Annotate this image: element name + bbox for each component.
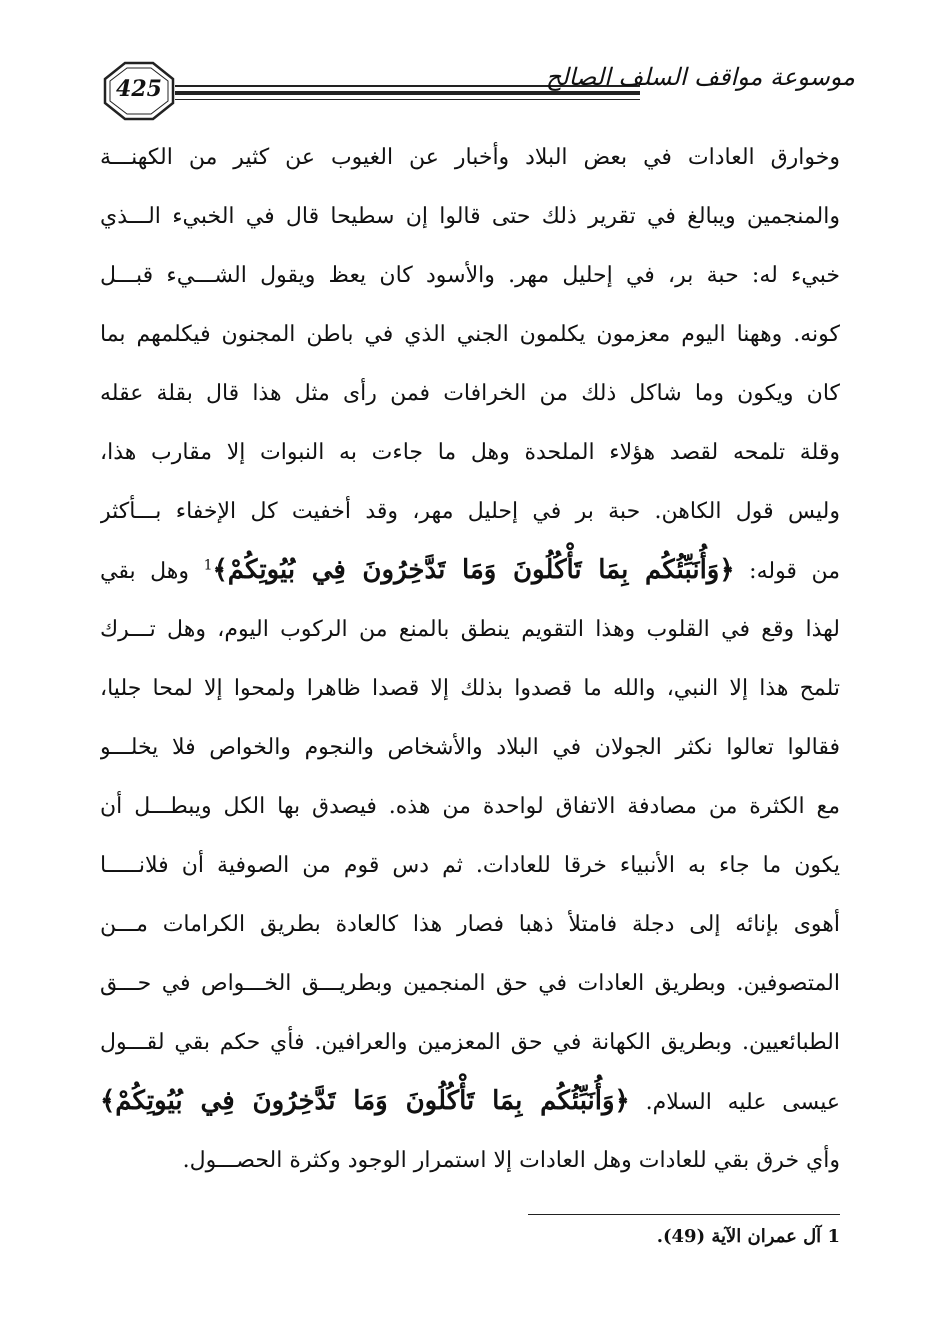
footnote-divider xyxy=(528,1214,840,1215)
text-line: الطبائعيين. وبطريق الكهانة في حق المعزمين والعرافين. فأي حكم بقي لقـــول xyxy=(100,1030,840,1055)
text-line: كان ويكون وما شاكل ذلك من الخرافات فمن رأى مثل هذا قال بقلة عقله xyxy=(100,381,840,406)
text-line: والمنجمين ويبالغ في تقرير ذلك حتى قالوا إن سطيحا قال في الخبيء الـــذي xyxy=(100,204,840,229)
header-rule xyxy=(175,99,640,100)
page-number: 425 xyxy=(116,76,162,102)
quran-verse: ﴿وَأُنَبِّئُكُم بِمَا تَأْكُلُونَ وَمَا تَدَّخِرُونَ فِي بُيُوتِكُمْ﴾ xyxy=(212,555,735,585)
footnote xyxy=(440,1226,840,1247)
page-number-badge xyxy=(103,61,175,121)
footnote-number: 1 xyxy=(827,1226,840,1247)
verse-prefix: عيسى عليه السلام. xyxy=(645,1090,840,1115)
text-line: فقالوا تعالوا نكثر الجولان في البلاد والأشخاص والنجوم والخواص فلا يخلـــو xyxy=(100,735,840,760)
text-line: مع الكثرة من مصادفة الاتفاق لواحدة من هذه. فيصدق بها الكل ويبطـــل أن xyxy=(100,794,840,819)
text-line: المتصوفين. وبطريق العادات في حق المنجمين وبطريـــق الخـــواص في حـــق xyxy=(100,971,840,996)
quran-verse-line xyxy=(100,541,840,600)
text-line: أهوى بإنائه إلى دجلة فامتلأ ذهبا فصار هذا كالعادة بطريق الكرامات مـــن xyxy=(100,912,840,937)
series-title: موسوعة مواقف السلف الصالح xyxy=(545,63,855,91)
text-line: تلمح هذا إلا النبي، والله ما قصدوا بذلك إلا قصدا ظاهرا ولمحوا إلا لمحا جليا، xyxy=(100,676,840,701)
verse-suffix: وهل بقي xyxy=(100,559,190,584)
header-rule xyxy=(175,91,640,95)
footnote-text: آل عمران الآية (49). xyxy=(656,1226,822,1247)
text-line: وخوارق العادات في بعض البلاد وأخبار عن الغيوب عن كثير من الكهنـــة xyxy=(100,145,840,170)
text-line: وقلة تلمحه لقصد هؤلاء الملحدة وهل ما جاءت به النبوات إلا مقارب هذا، xyxy=(100,440,840,465)
text-line: كونه. وههنا اليوم معزمون يكلمون الجني الذي في باطن المجنون فيكلمهم بما xyxy=(100,322,840,347)
quran-verse-line xyxy=(100,1072,840,1131)
footnote-reference[interactable]: 1 xyxy=(203,557,213,574)
page-header xyxy=(95,55,855,135)
text-line: وأي خرق بقي للعادات وهل العادات إلا استمرار الوجود وكثرة الحصـــول. xyxy=(182,1148,840,1173)
body-text xyxy=(100,128,840,1190)
text-line: خبيء له: حبة بر، في إحليل مهر. والأسود كان يعظ ويقول الشـــيء قبـــل xyxy=(100,263,840,288)
text-line: وليس قول الكاهن. حبة بر في إحليل مهر، وقد أخفيت كل الإخفاء بـــأكثر xyxy=(100,499,840,524)
text-line: لهذا وقع في القلوب وهذا التقويم ينطق بالمنع من الركوب اليوم، وهل تـــرك xyxy=(100,617,840,642)
verse-prefix: من قوله: xyxy=(749,559,840,584)
text-line: يكون ما جاء به الأنبياء خرقا للعادات. ثم دس قوم من الصوفية أن فلانـــــا xyxy=(100,853,840,878)
quran-verse: ﴿وَأُنَبِّئُكُم بِمَا تَأْكُلُونَ وَمَا تَدَّخِرُونَ فِي بُيُوتِكُمْ﴾ xyxy=(100,1086,630,1116)
